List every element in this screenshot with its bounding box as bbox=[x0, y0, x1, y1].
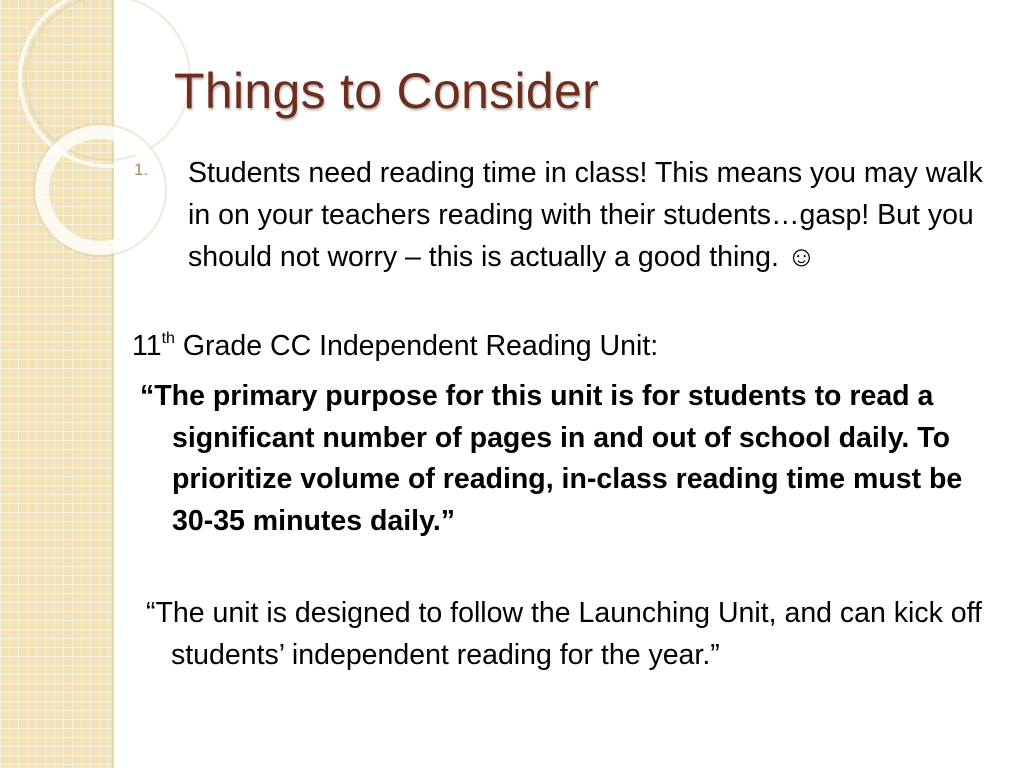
grade-unit-heading bbox=[132, 328, 658, 364]
unit-purpose-quote: “The primary purpose for this unit is for students to read a significant number of pages in and out of school daily. To prioritize volume of reading, in-class reading time must be 30-35 minutes daily.” bbox=[140, 380, 963, 537]
slide-title: Things to Consider bbox=[174, 63, 600, 119]
grade-unit-label: Grade CC Independent Reading Unit: bbox=[174, 330, 659, 362]
grade-ordinal-suffix: th bbox=[161, 330, 175, 347]
decorative-rings bbox=[0, 0, 170, 300]
unit-design-quote: “The unit is designed to follow the Launching Unit, and can kick off students’ independent reading for the year.” bbox=[146, 597, 982, 671]
grade-number: 11 bbox=[132, 330, 162, 362]
numbered-list-item: Students need reading time in class! This means you may walk in on your teachers reading with their students…gasp! But you should not worry – this is actually a good thing. ☺ bbox=[188, 157, 983, 273]
list-number-marker: 1. bbox=[134, 160, 149, 179]
